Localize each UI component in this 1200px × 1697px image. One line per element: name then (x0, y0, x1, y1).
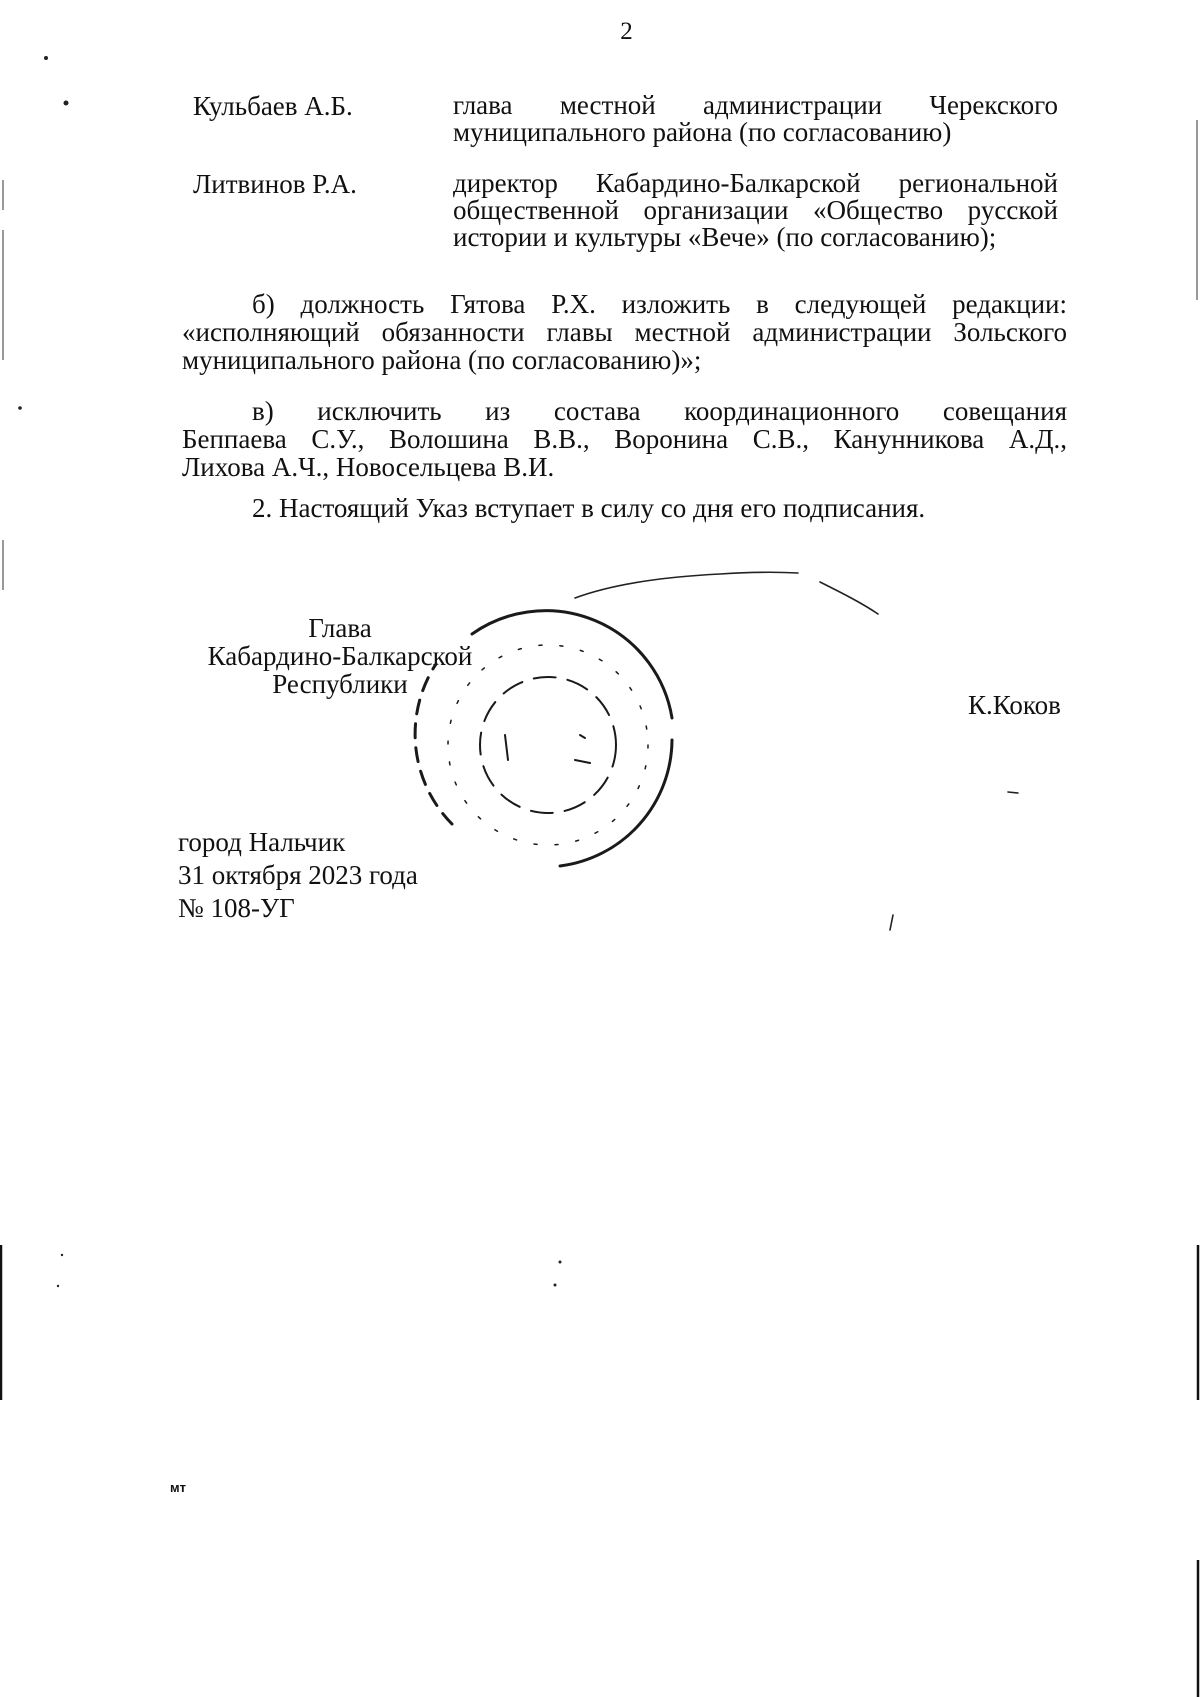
city: город Нальчик (178, 827, 346, 857)
paragraph-line: Лихова А.Ч., Новосельцева В.И. (182, 452, 555, 482)
signature-title-line: Республики (272, 669, 408, 699)
member-role-line: муниципального района (по согласованию) (453, 117, 952, 147)
member-name: Кульбаев А.Б. (193, 91, 353, 121)
paragraph-line: б) должность Гятова Р.Х. изложить в следующей редакции: (252, 289, 1067, 319)
member-name: Литвинов Р.А. (193, 169, 357, 199)
member-role-line: глава местной администрации Черекского (453, 90, 1058, 120)
page-number: 2 (620, 18, 633, 45)
date: 31 октября 2023 года (178, 860, 418, 890)
paragraph-line: в) исключить из состава координационного совещания (252, 396, 1067, 426)
signature-title-line: Кабардино-Балкарской (207, 641, 473, 671)
paragraph-line: 2. Настоящий Указ вступает в силу со дня его подписания. (252, 493, 926, 523)
decree-number: № 108-УГ (178, 893, 295, 923)
paragraph-line: «исполняющий обязанности главы местной администрации Зольского (182, 317, 1067, 347)
paragraph-line: муниципального района (по согласованию)»; (182, 345, 702, 375)
member-role-line: общественной организации «Общество русской (453, 195, 1058, 225)
member-role-line: истории и культуры «Вече» (по согласованию); (453, 222, 997, 252)
footer-mark: мт (170, 1480, 186, 1495)
paragraph-line: Беппаева С.У., Волошина В.В., Воронина С.В., Канунникова А.Д., (182, 424, 1067, 454)
signature-title-line: Глава (308, 613, 372, 643)
member-role-line: директор Кабардино-Балкарской региональной (453, 168, 1058, 198)
signatory-name: К.Коков (968, 690, 1061, 720)
